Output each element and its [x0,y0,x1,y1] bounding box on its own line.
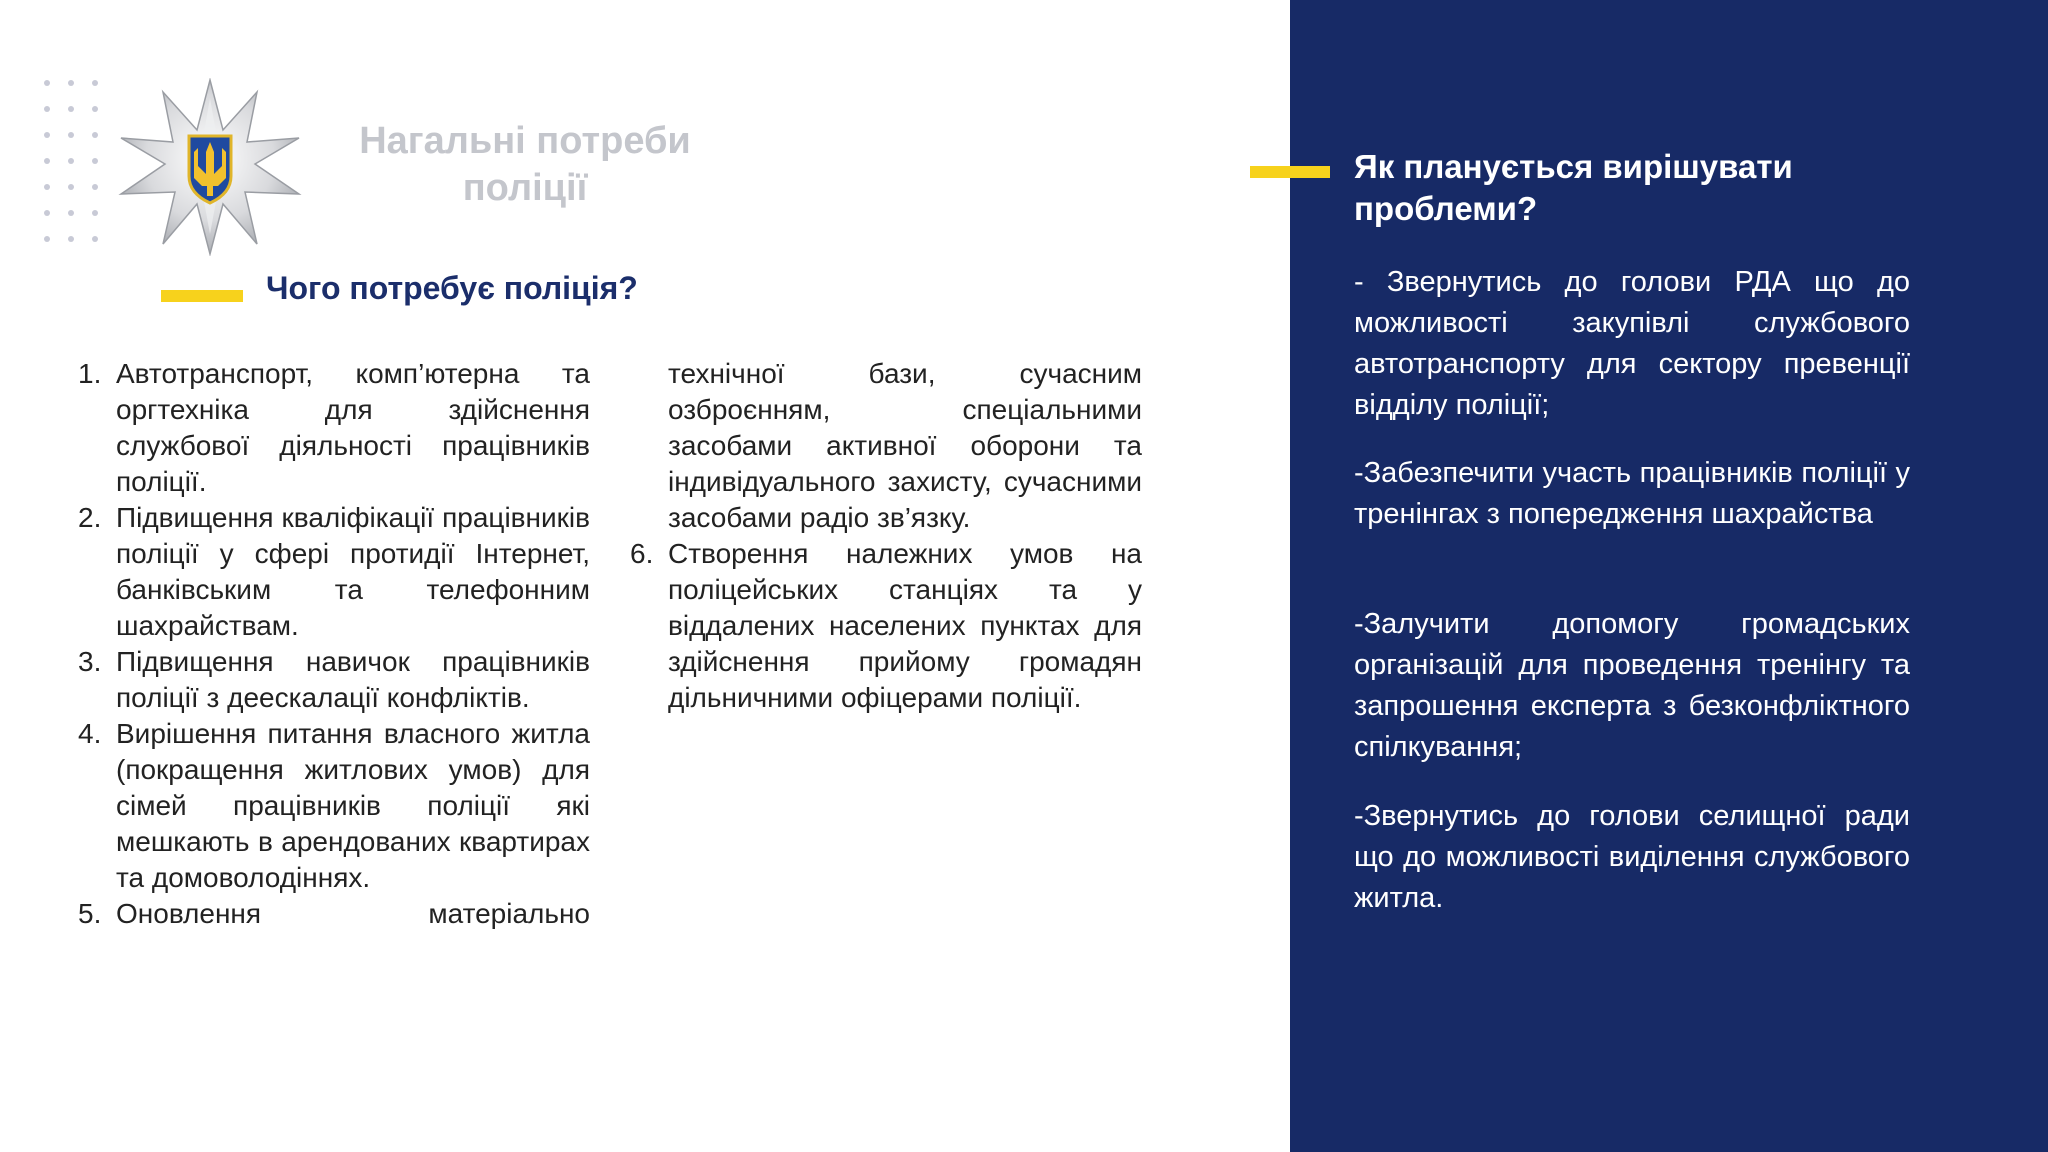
needs-list-column-2 [630,356,1142,716]
list-item: 1. Автотранспорт, комп’ютерна та оргтехніка для здійснення службової діяльності працівників поліції. [78,358,590,497]
list-item-text: Створення належних умов на поліцейських станціях та у віддалених населених пунктах для здійснення прийому громадян дільничними офіцерами поліції. [668,538,1142,713]
list-item-text: Вирішення питання власного житла (покращення житлових умов) для сімей працівників поліції які мешкають в арендованих квартирах та домоволодіннях. [116,718,590,893]
subtitle-accent-bar [161,290,243,302]
list-item-continuation: технічної бази, сучасним озброєнням, спеціальними засобами активної оборони та індивідуального захисту, сучасними засобами радіо зв’язку. [668,358,1142,533]
list-item-text: Підвищення кваліфікації працівників поліції у сфері протидії Інтернет, банківським та телефонним шахрайствам. [116,502,590,641]
panel-accent-bar [1250,166,1330,178]
solution-block: -Залучити допомогу громадських організацій для проведення тренінгу та запрошення експерта з безконфліктного спілкування; [1354,608,1910,763]
list-item-text: Автотранспорт, комп’ютерна та оргтехніка для здійснення службової діяльності працівників поліції. [116,358,590,497]
list-item: 3. Підвищення навичок працівників поліції з деескалації конфліктів. [78,646,590,713]
left-subtitle: Чого потребує поліція? [266,270,638,306]
list-item: 2. Підвищення кваліфікації працівників поліції у сфері протидії Інтернет, банківським та телефонним шахрайствам. [78,502,590,641]
solution-block: -Забезпечити участь працівників поліції у тренінгах з попередження шахрайства [1354,457,1910,530]
needs-list-column-1 [78,356,590,932]
police-star-emblem-icon [117,78,303,256]
panel-title: Як планується вирішувати проблеми? [1354,148,1793,227]
solution-block: - Звернутись до голови РДА що до можливості закупівлі службового автотранспорту для сектору превенції відділу поліції; [1354,266,1910,421]
list-item-text: Підвищення навичок працівників поліції з деескалації конфліктів. [116,646,590,713]
list-item-text: Оновлення матеріально [116,898,590,929]
list-item: 5. Оновлення матеріально [78,898,590,929]
list-item: 4. Вирішення питання власного житла (покращення житлових умов) для сімей працівників поліції які мешкають в арендованих квартирах та домоволодіннях. [78,718,590,893]
solution-block: -Звернутись до голови селищної ради що до можливості виділення службового житла. [1354,800,1910,914]
page-title: Нагальні потреби поліції [359,120,691,209]
list-item: 6. Створення належних умов на поліцейських станціях та у віддалених населених пунктах для здійснення прийому громадян дільничними офіцерами поліції. [630,538,1142,713]
dot-grid-decoration [44,80,104,250]
